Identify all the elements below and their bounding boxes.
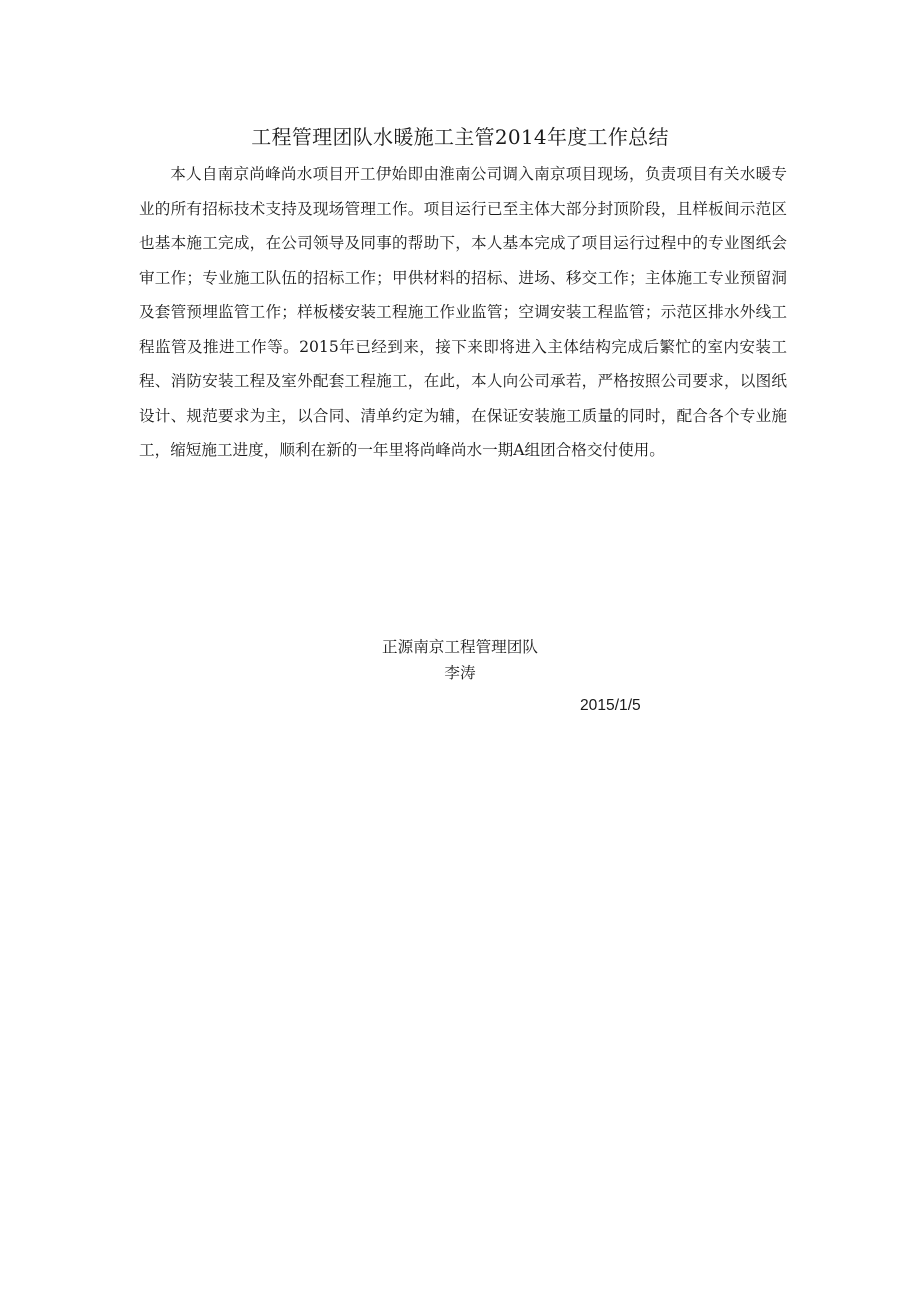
signature-organization: 正源南京工程管理团队	[382, 638, 538, 656]
body-paragraph: 本人自南京尚峰尚水项目开工伊始即由淮南公司调入南京项目现场，负责项目有关水暖专业的所有招标技术支持及现场管理工作。项目运行已至主体大部分封顶阶段，且样板间示范区也基本施工完成，在公司领导及同事的帮助下，本人基本完成了项目运行过程中的专业图纸会审工作；专业施工队伍的招标工作；甲供材料的招标、进场、移交工作；主体施工专业预留洞及套管预埋监管工作；样板楼安装工程施工作业监管；空调安装工程监管；示范区排水外线工程监管及推进工作等。2015年已经到来，接下来即将进入主体结构完成后繁忙的室内安装工程、消防安装工程及室外配套工程施工，在此，本人向公司承若，严格按照公司要求，以图纸设计、规范要求为主，以合同、清单约定为辅，在保证安装施工质量的同时，配合各个专业施工，缩短施工进度，顺利在新的一年里将尚峰尚水一期A组团合格交付使用。	[139, 165, 787, 459]
document-date: 2015/1/5	[580, 697, 641, 714]
document-title: 工程管理团队水暖施工主管2014年度工作总结	[251, 125, 669, 149]
signature-block	[0, 634, 920, 686]
signature-name: 李涛	[444, 664, 476, 682]
